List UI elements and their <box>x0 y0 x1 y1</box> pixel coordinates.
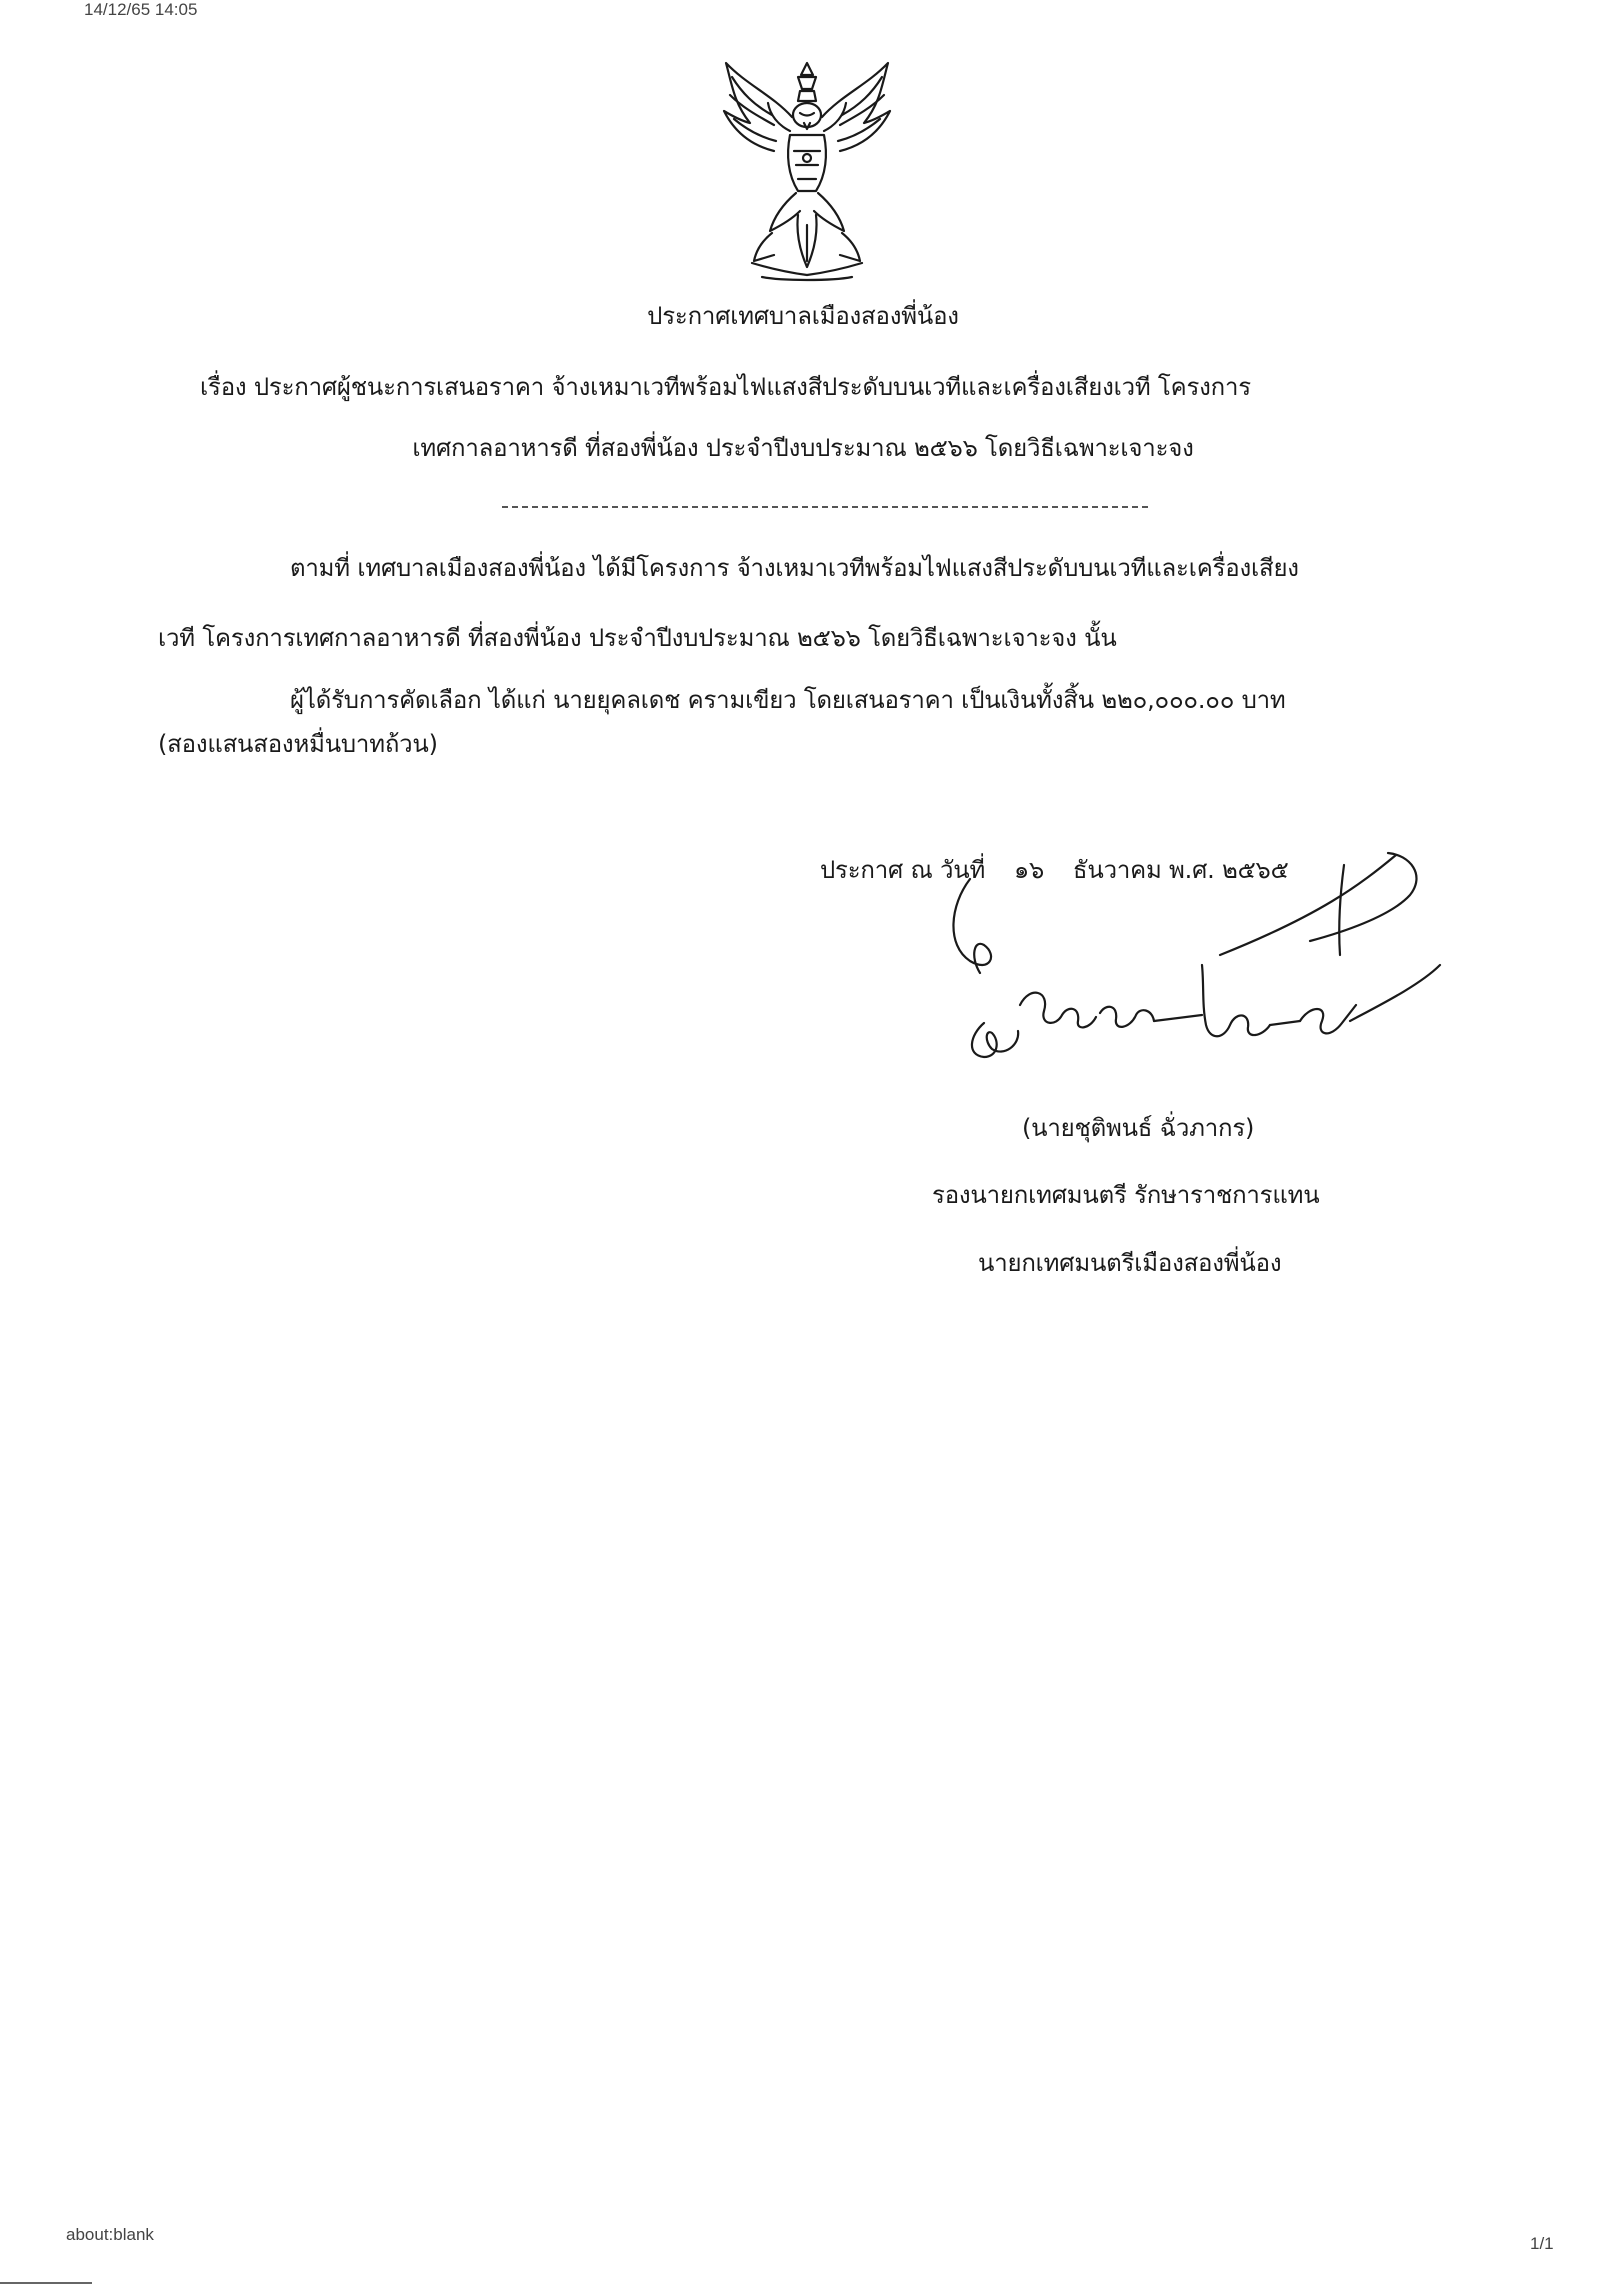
footer-rule <box>0 2282 92 2284</box>
print-footer-url: about:blank <box>66 2225 154 2244</box>
garuda-emblem-icon <box>712 55 902 285</box>
announcement-prefix: ประกาศ ณ วันที่ <box>820 856 986 884</box>
document-title: ประกาศเทศบาลเมืองสองพี่น้อง <box>647 302 959 330</box>
announcement-day: ๑๖ <box>1013 856 1045 884</box>
print-footer-page: 1/1 <box>1530 2234 1554 2253</box>
print-header-datetime: 14/12/65 14:05 <box>84 0 198 19</box>
signer-name: (นายชุติพนธ์ ฉั่วภากร) <box>1022 1114 1255 1142</box>
handwritten-signature <box>940 845 1460 1070</box>
signer-position-2: นายกเทศมนตรีเมืองสองพี่น้อง <box>978 1249 1282 1277</box>
body-line-1: ตามที่ เทศบาลเมืองสองพี่น้อง ได้มีโครงการ จ้างเหมาเวทีพร้อมไฟแสงสีประดับบนเวทีและเครื่องเสียง <box>290 554 1299 582</box>
body-line-2: เวที โครงการเทศกาลอาหารดี ที่สองพี่น้อง ประจำปีงบประมาณ ๒๕๖๖ โดยวิธีเฉพาะเจาะจง นั้น <box>158 624 1117 652</box>
subject-line-2: เทศกาลอาหารดี ที่สองพี่น้อง ประจำปีงบประมาณ ๒๕๖๖ โดยวิธีเฉพาะเจาะจง <box>412 434 1194 462</box>
subject-line-1: เรื่อง ประกาศผู้ชนะการเสนอราคา จ้างเหมาเวทีพร้อมไฟแสงสีประดับบนเวทีและเครื่องเสียงเวที โครงการ <box>200 373 1251 401</box>
body-line-4: (สองแสนสองหมื่นบาทถ้วน) <box>158 730 438 758</box>
signer-position-1: รองนายกเทศมนตรี รักษาราชการแทน <box>932 1181 1320 1209</box>
divider <box>502 506 1148 508</box>
announcement-month-year: ธันวาคม พ.ศ. ๒๕๖๕ <box>1072 856 1289 884</box>
body-line-3: ผู้ได้รับการคัดเลือก ได้แก่ นายยุคลเดช ครามเขียว โดยเสนอราคา เป็นเงินทั้งสิ้น ๒๒๐,๐๐๐.๐๐ บาท <box>290 686 1286 714</box>
